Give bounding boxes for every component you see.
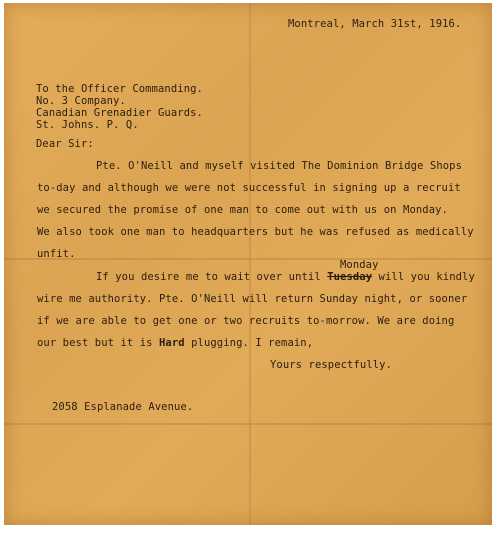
letter-date: Montreal, March 31st, 1916. <box>288 18 462 30</box>
body-line: Pte. O'Neill and myself visited The Dominion Bridge Shops <box>96 160 463 172</box>
body-line: to-day and although we were not successful in signing up a recruit <box>37 182 461 194</box>
body-line <box>37 337 313 350</box>
recipient-line: St. Johns. P. Q. <box>36 119 139 131</box>
closing: Yours respectfully. <box>270 359 393 371</box>
body-line: wire me authority. Pte. O'Neill will return Sunday night, or sooner <box>37 293 468 305</box>
body-text: our best but it is <box>37 337 160 349</box>
recipient-line: Canadian Grenadier Guards. <box>36 107 203 119</box>
letter-paper <box>4 3 492 525</box>
body-line <box>96 271 475 284</box>
recipient-line: No. 3 Company. <box>36 95 126 107</box>
salutation: Dear Sir: <box>36 138 94 150</box>
body-text: If you desire me to wait over until <box>96 271 328 283</box>
overtyped-word: Hard <box>159 337 185 349</box>
inserted-word: Monday <box>340 259 379 271</box>
body-line: We also took one man to headquarters but he was refused as medically <box>37 226 474 238</box>
struck-word: Tuesday <box>327 271 373 283</box>
body-line: if we are able to get one or two recruits to-morrow. We are doing <box>37 315 455 327</box>
body-line: we secured the promise of one man to come out with us on Monday. <box>37 204 448 216</box>
paper-fold-horizontal <box>4 258 492 260</box>
body-text: plugging. I remain, <box>184 337 314 349</box>
paper-fold-vertical <box>249 3 251 525</box>
body-line: unfit. <box>37 248 76 260</box>
sender-address: 2058 Esplanade Avenue. <box>52 401 194 413</box>
paper-fold-horizontal-lower <box>4 423 492 425</box>
recipient-line: To the Officer Commanding. <box>36 83 203 95</box>
body-text: will you kindly <box>372 271 475 283</box>
